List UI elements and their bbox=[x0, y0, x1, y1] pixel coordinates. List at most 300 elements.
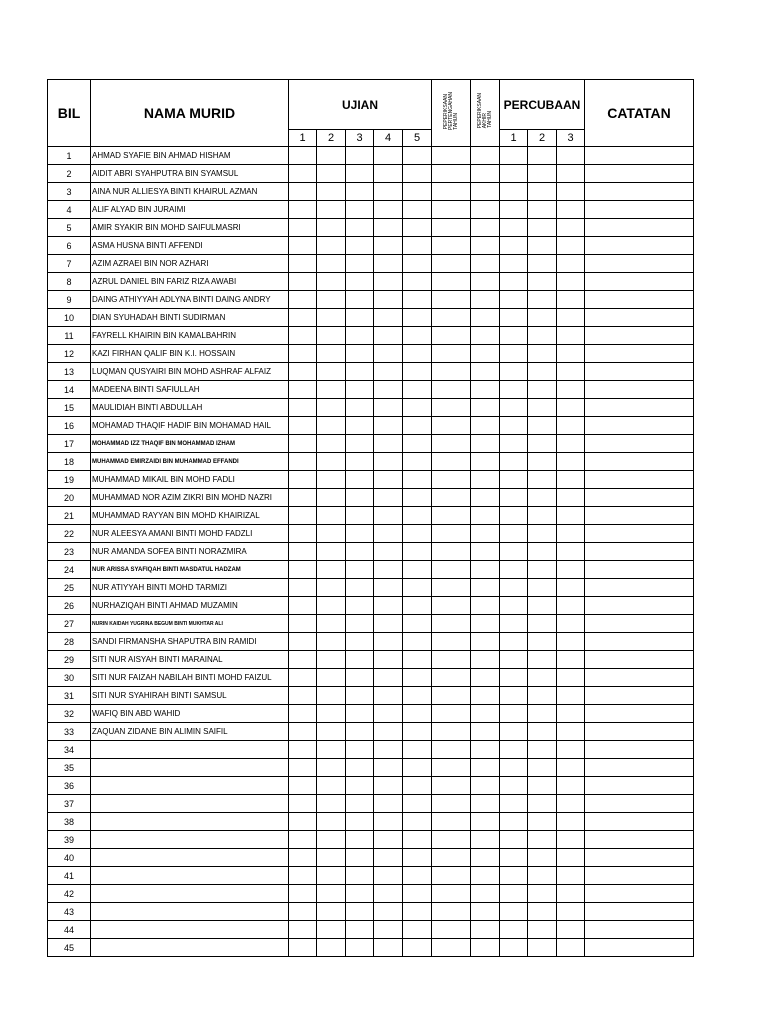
score-cell bbox=[471, 831, 500, 849]
table-row bbox=[48, 849, 694, 867]
score-cell bbox=[374, 165, 403, 183]
score-cell bbox=[289, 309, 317, 327]
ujian-col-4: 4 bbox=[374, 130, 403, 147]
row-number: 19 bbox=[48, 471, 91, 489]
score-cell bbox=[317, 597, 346, 615]
score-cell bbox=[289, 273, 317, 291]
score-cell bbox=[317, 885, 346, 903]
score-cell bbox=[346, 435, 374, 453]
score-cell bbox=[432, 579, 471, 597]
score-cell bbox=[403, 381, 432, 399]
header-peperiksaan-akhir bbox=[471, 80, 500, 147]
score-cell bbox=[346, 525, 374, 543]
score-cell bbox=[585, 201, 694, 219]
score-cell bbox=[557, 777, 585, 795]
score-cell bbox=[557, 615, 585, 633]
score-cell bbox=[289, 291, 317, 309]
score-cell bbox=[557, 867, 585, 885]
student-name: SITI NUR SYAHIRAH BINTI SAMSUL bbox=[91, 687, 289, 705]
row-number: 32 bbox=[48, 705, 91, 723]
score-cell bbox=[289, 471, 317, 489]
score-cell bbox=[374, 363, 403, 381]
score-cell bbox=[471, 813, 500, 831]
score-cell bbox=[432, 165, 471, 183]
score-cell bbox=[289, 165, 317, 183]
score-cell bbox=[403, 705, 432, 723]
score-cell bbox=[432, 741, 471, 759]
score-cell bbox=[432, 237, 471, 255]
row-number: 6 bbox=[48, 237, 91, 255]
score-cell bbox=[471, 903, 500, 921]
score-cell bbox=[432, 525, 471, 543]
akhir-line-2: AKHIR bbox=[481, 112, 488, 129]
percubaan-col-3: 3 bbox=[557, 130, 585, 147]
score-cell bbox=[346, 669, 374, 687]
score-cell bbox=[403, 885, 432, 903]
score-cell bbox=[500, 255, 528, 273]
score-cell bbox=[346, 615, 374, 633]
score-cell bbox=[528, 345, 557, 363]
score-cell bbox=[374, 867, 403, 885]
student-name: MUHAMMAD EMIRZAIDI BIN MUHAMMAD EFFANDI bbox=[91, 453, 289, 471]
table-row bbox=[48, 273, 694, 291]
score-cell bbox=[374, 777, 403, 795]
row-number: 26 bbox=[48, 597, 91, 615]
score-cell bbox=[528, 579, 557, 597]
student-name bbox=[91, 939, 289, 957]
score-cell bbox=[432, 723, 471, 741]
score-cell bbox=[346, 237, 374, 255]
row-number: 17 bbox=[48, 435, 91, 453]
student-name bbox=[91, 795, 289, 813]
score-cell bbox=[374, 507, 403, 525]
score-cell bbox=[289, 219, 317, 237]
score-cell bbox=[528, 741, 557, 759]
student-name bbox=[91, 813, 289, 831]
student-name: MUHAMMAD NOR AZIM ZIKRI BIN MOHD NAZRI bbox=[91, 489, 289, 507]
table-row bbox=[48, 219, 694, 237]
score-cell bbox=[289, 651, 317, 669]
score-cell bbox=[346, 831, 374, 849]
score-cell bbox=[557, 507, 585, 525]
score-cell bbox=[471, 741, 500, 759]
score-cell bbox=[374, 579, 403, 597]
score-cell bbox=[528, 831, 557, 849]
score-cell bbox=[471, 885, 500, 903]
table-row bbox=[48, 201, 694, 219]
score-cell bbox=[500, 903, 528, 921]
score-cell bbox=[346, 705, 374, 723]
score-cell bbox=[500, 381, 528, 399]
score-cell bbox=[403, 273, 432, 291]
score-cell bbox=[289, 939, 317, 957]
score-cell bbox=[471, 795, 500, 813]
score-cell bbox=[585, 147, 694, 165]
student-name: NUR ATIYYAH BINTI MOHD TARMIZI bbox=[91, 579, 289, 597]
score-cell bbox=[289, 867, 317, 885]
score-cell bbox=[585, 615, 694, 633]
score-cell bbox=[528, 561, 557, 579]
student-name: KAZI FIRHAN QALIF BIN K.I. HOSSAIN bbox=[91, 345, 289, 363]
score-cell bbox=[289, 687, 317, 705]
score-cell bbox=[289, 327, 317, 345]
score-cell bbox=[471, 237, 500, 255]
table-row bbox=[48, 183, 694, 201]
row-number: 11 bbox=[48, 327, 91, 345]
score-cell bbox=[432, 813, 471, 831]
student-name: WAFIQ BIN ABD WAHID bbox=[91, 705, 289, 723]
header-percubaan: PERCUBAAN bbox=[500, 80, 585, 130]
score-cell bbox=[317, 795, 346, 813]
score-cell bbox=[557, 885, 585, 903]
score-cell bbox=[471, 201, 500, 219]
score-cell bbox=[585, 453, 694, 471]
table-row bbox=[48, 705, 694, 723]
score-cell bbox=[432, 273, 471, 291]
score-cell bbox=[289, 255, 317, 273]
score-cell bbox=[500, 921, 528, 939]
score-cell bbox=[528, 453, 557, 471]
score-cell bbox=[374, 489, 403, 507]
score-cell bbox=[317, 741, 346, 759]
score-cell bbox=[289, 741, 317, 759]
score-cell bbox=[471, 651, 500, 669]
score-cell bbox=[289, 795, 317, 813]
score-cell bbox=[557, 453, 585, 471]
score-cell bbox=[403, 939, 432, 957]
score-cell bbox=[317, 417, 346, 435]
score-cell bbox=[500, 759, 528, 777]
score-cell bbox=[500, 597, 528, 615]
score-cell bbox=[432, 417, 471, 435]
score-cell bbox=[500, 795, 528, 813]
row-number: 10 bbox=[48, 309, 91, 327]
table-row bbox=[48, 579, 694, 597]
score-cell bbox=[403, 237, 432, 255]
score-cell bbox=[585, 489, 694, 507]
student-name: NURHAZIQAH BINTI AHMAD MUZAMIN bbox=[91, 597, 289, 615]
score-cell bbox=[403, 759, 432, 777]
score-cell bbox=[500, 309, 528, 327]
score-cell bbox=[374, 309, 403, 327]
score-cell bbox=[403, 651, 432, 669]
score-cell bbox=[585, 345, 694, 363]
student-name: NUR AMANDA SOFEA BINTI NORAZMIRA bbox=[91, 543, 289, 561]
score-cell bbox=[500, 237, 528, 255]
score-cell bbox=[289, 561, 317, 579]
student-name: NUR ARISSA SYAFIQAH BINTI MASDATUL HADZAM bbox=[91, 561, 289, 579]
score-cell bbox=[585, 939, 694, 957]
score-cell bbox=[374, 183, 403, 201]
score-cell bbox=[471, 381, 500, 399]
score-cell bbox=[317, 309, 346, 327]
score-cell bbox=[346, 651, 374, 669]
score-cell bbox=[289, 633, 317, 651]
score-cell bbox=[471, 939, 500, 957]
score-cell bbox=[289, 237, 317, 255]
row-number: 38 bbox=[48, 813, 91, 831]
score-cell bbox=[557, 345, 585, 363]
table-row bbox=[48, 255, 694, 273]
score-cell bbox=[585, 831, 694, 849]
score-cell bbox=[432, 453, 471, 471]
row-number: 15 bbox=[48, 399, 91, 417]
student-name: MAULIDIAH BINTI ABDULLAH bbox=[91, 399, 289, 417]
score-cell bbox=[403, 921, 432, 939]
score-cell bbox=[471, 669, 500, 687]
score-cell bbox=[346, 291, 374, 309]
score-cell bbox=[557, 183, 585, 201]
score-cell bbox=[585, 327, 694, 345]
student-record-table bbox=[47, 79, 694, 957]
score-cell bbox=[471, 273, 500, 291]
student-name: AMIR SYAKIR BIN MOHD SAIFULMASRI bbox=[91, 219, 289, 237]
score-cell bbox=[403, 219, 432, 237]
score-cell bbox=[289, 849, 317, 867]
table-row bbox=[48, 831, 694, 849]
student-rows bbox=[48, 147, 694, 957]
row-number: 21 bbox=[48, 507, 91, 525]
score-cell bbox=[289, 381, 317, 399]
student-name: SITI NUR AISYAH BINTI MARAINAL bbox=[91, 651, 289, 669]
row-number: 24 bbox=[48, 561, 91, 579]
score-cell bbox=[500, 561, 528, 579]
score-cell bbox=[403, 291, 432, 309]
score-cell bbox=[403, 561, 432, 579]
score-cell bbox=[432, 903, 471, 921]
score-cell bbox=[403, 903, 432, 921]
score-cell bbox=[289, 579, 317, 597]
score-cell bbox=[585, 525, 694, 543]
table-row bbox=[48, 669, 694, 687]
score-cell bbox=[557, 579, 585, 597]
score-cell bbox=[403, 201, 432, 219]
score-cell bbox=[403, 867, 432, 885]
score-cell bbox=[528, 849, 557, 867]
akhir-line-3: TAHUN bbox=[486, 111, 493, 129]
score-cell bbox=[557, 705, 585, 723]
ujian-col-2: 2 bbox=[317, 130, 346, 147]
score-cell bbox=[585, 381, 694, 399]
score-cell bbox=[471, 561, 500, 579]
score-cell bbox=[374, 849, 403, 867]
score-cell bbox=[289, 615, 317, 633]
student-name: MADEENA BINTI SAFIULLAH bbox=[91, 381, 289, 399]
score-cell bbox=[528, 669, 557, 687]
score-cell bbox=[585, 399, 694, 417]
score-cell bbox=[346, 633, 374, 651]
student-name: AINA NUR ALLIESYA BINTI KHAIRUL AZMAN bbox=[91, 183, 289, 201]
score-cell bbox=[403, 669, 432, 687]
score-cell bbox=[346, 867, 374, 885]
score-cell bbox=[432, 471, 471, 489]
score-cell bbox=[289, 345, 317, 363]
score-cell bbox=[528, 273, 557, 291]
row-number: 16 bbox=[48, 417, 91, 435]
score-cell bbox=[289, 921, 317, 939]
student-name: SITI NUR FAIZAH NABILAH BINTI MOHD FAIZUL bbox=[91, 669, 289, 687]
score-cell bbox=[557, 903, 585, 921]
score-cell bbox=[346, 453, 374, 471]
row-number: 1 bbox=[48, 147, 91, 165]
percubaan-col-1: 1 bbox=[500, 130, 528, 147]
score-cell bbox=[346, 489, 374, 507]
score-cell bbox=[528, 309, 557, 327]
percubaan-col-2: 2 bbox=[528, 130, 557, 147]
score-cell bbox=[557, 165, 585, 183]
score-cell bbox=[317, 291, 346, 309]
score-cell bbox=[374, 813, 403, 831]
score-cell bbox=[374, 669, 403, 687]
pertengahan-line-2: PERTENGAHAN bbox=[447, 91, 454, 130]
score-cell bbox=[557, 237, 585, 255]
score-cell bbox=[374, 723, 403, 741]
score-cell bbox=[471, 723, 500, 741]
row-number: 29 bbox=[48, 651, 91, 669]
score-cell bbox=[500, 435, 528, 453]
score-cell bbox=[346, 885, 374, 903]
score-cell bbox=[500, 687, 528, 705]
table-row bbox=[48, 741, 694, 759]
score-cell bbox=[528, 867, 557, 885]
score-cell bbox=[317, 471, 346, 489]
table-row bbox=[48, 813, 694, 831]
row-number: 18 bbox=[48, 453, 91, 471]
student-name bbox=[91, 741, 289, 759]
student-name: AZRUL DANIEL BIN FARIZ RIZA AWABI bbox=[91, 273, 289, 291]
table-row bbox=[48, 921, 694, 939]
score-cell bbox=[585, 417, 694, 435]
score-cell bbox=[471, 705, 500, 723]
student-name: ALIF ALYAD BIN JURAIMI bbox=[91, 201, 289, 219]
score-cell bbox=[585, 795, 694, 813]
score-cell bbox=[317, 507, 346, 525]
score-cell bbox=[289, 435, 317, 453]
row-number: 25 bbox=[48, 579, 91, 597]
row-number: 42 bbox=[48, 885, 91, 903]
score-cell bbox=[471, 921, 500, 939]
score-cell bbox=[403, 417, 432, 435]
student-name bbox=[91, 759, 289, 777]
score-cell bbox=[317, 255, 346, 273]
table-row bbox=[48, 687, 694, 705]
score-cell bbox=[585, 759, 694, 777]
score-cell bbox=[500, 183, 528, 201]
table-row bbox=[48, 561, 694, 579]
score-cell bbox=[403, 345, 432, 363]
score-cell bbox=[317, 381, 346, 399]
score-cell bbox=[374, 147, 403, 165]
score-cell bbox=[585, 579, 694, 597]
score-cell bbox=[317, 723, 346, 741]
score-cell bbox=[500, 399, 528, 417]
score-cell bbox=[403, 831, 432, 849]
score-cell bbox=[432, 633, 471, 651]
score-cell bbox=[471, 543, 500, 561]
score-cell bbox=[471, 453, 500, 471]
score-cell bbox=[432, 345, 471, 363]
score-cell bbox=[500, 471, 528, 489]
score-cell bbox=[585, 309, 694, 327]
student-name bbox=[91, 921, 289, 939]
score-cell bbox=[346, 759, 374, 777]
pertengahan-line-3: TAHUN bbox=[452, 112, 459, 130]
score-cell bbox=[403, 615, 432, 633]
student-name bbox=[91, 903, 289, 921]
score-cell bbox=[585, 777, 694, 795]
score-cell bbox=[528, 543, 557, 561]
score-cell bbox=[289, 399, 317, 417]
score-cell bbox=[557, 147, 585, 165]
score-cell bbox=[403, 165, 432, 183]
row-number: 28 bbox=[48, 633, 91, 651]
score-cell bbox=[317, 777, 346, 795]
table-row bbox=[48, 345, 694, 363]
score-cell bbox=[471, 435, 500, 453]
score-cell bbox=[317, 165, 346, 183]
score-cell bbox=[317, 813, 346, 831]
score-cell bbox=[528, 525, 557, 543]
score-cell bbox=[528, 363, 557, 381]
score-cell bbox=[403, 327, 432, 345]
score-cell bbox=[432, 759, 471, 777]
student-name: MUHAMMAD MIKAIL BIN MOHD FADLI bbox=[91, 471, 289, 489]
score-cell bbox=[317, 669, 346, 687]
score-cell bbox=[528, 399, 557, 417]
score-cell bbox=[528, 597, 557, 615]
score-cell bbox=[528, 903, 557, 921]
student-name: FAYRELL KHAIRIN BIN KAMALBAHRIN bbox=[91, 327, 289, 345]
ujian-col-3: 3 bbox=[346, 130, 374, 147]
row-number: 43 bbox=[48, 903, 91, 921]
score-cell bbox=[471, 417, 500, 435]
row-number: 8 bbox=[48, 273, 91, 291]
score-cell bbox=[317, 543, 346, 561]
row-number: 3 bbox=[48, 183, 91, 201]
score-cell bbox=[374, 705, 403, 723]
table-row bbox=[48, 903, 694, 921]
score-cell bbox=[585, 651, 694, 669]
score-cell bbox=[585, 813, 694, 831]
row-number: 39 bbox=[48, 831, 91, 849]
score-cell bbox=[346, 381, 374, 399]
row-number: 23 bbox=[48, 543, 91, 561]
score-cell bbox=[346, 345, 374, 363]
student-name: LUQMAN QUSYAIRI BIN MOHD ASHRAF ALFAIZ bbox=[91, 363, 289, 381]
score-cell bbox=[528, 219, 557, 237]
score-cell bbox=[403, 579, 432, 597]
score-cell bbox=[500, 651, 528, 669]
ujian-col-5: 5 bbox=[403, 130, 432, 147]
score-cell bbox=[403, 453, 432, 471]
score-cell bbox=[289, 723, 317, 741]
score-cell bbox=[289, 813, 317, 831]
student-name: MOHAMMAD IZZ THAQIF BIN MOHAMMAD IZHAM bbox=[91, 435, 289, 453]
score-cell bbox=[585, 507, 694, 525]
score-cell bbox=[317, 345, 346, 363]
score-cell bbox=[500, 579, 528, 597]
score-cell bbox=[403, 723, 432, 741]
student-name: MUHAMMAD RAYYAN BIN MOHD KHAIRIZAL bbox=[91, 507, 289, 525]
score-cell bbox=[432, 921, 471, 939]
score-cell bbox=[317, 327, 346, 345]
score-cell bbox=[346, 507, 374, 525]
score-cell bbox=[528, 327, 557, 345]
score-cell bbox=[346, 165, 374, 183]
score-cell bbox=[500, 633, 528, 651]
score-cell bbox=[289, 507, 317, 525]
score-cell bbox=[346, 219, 374, 237]
